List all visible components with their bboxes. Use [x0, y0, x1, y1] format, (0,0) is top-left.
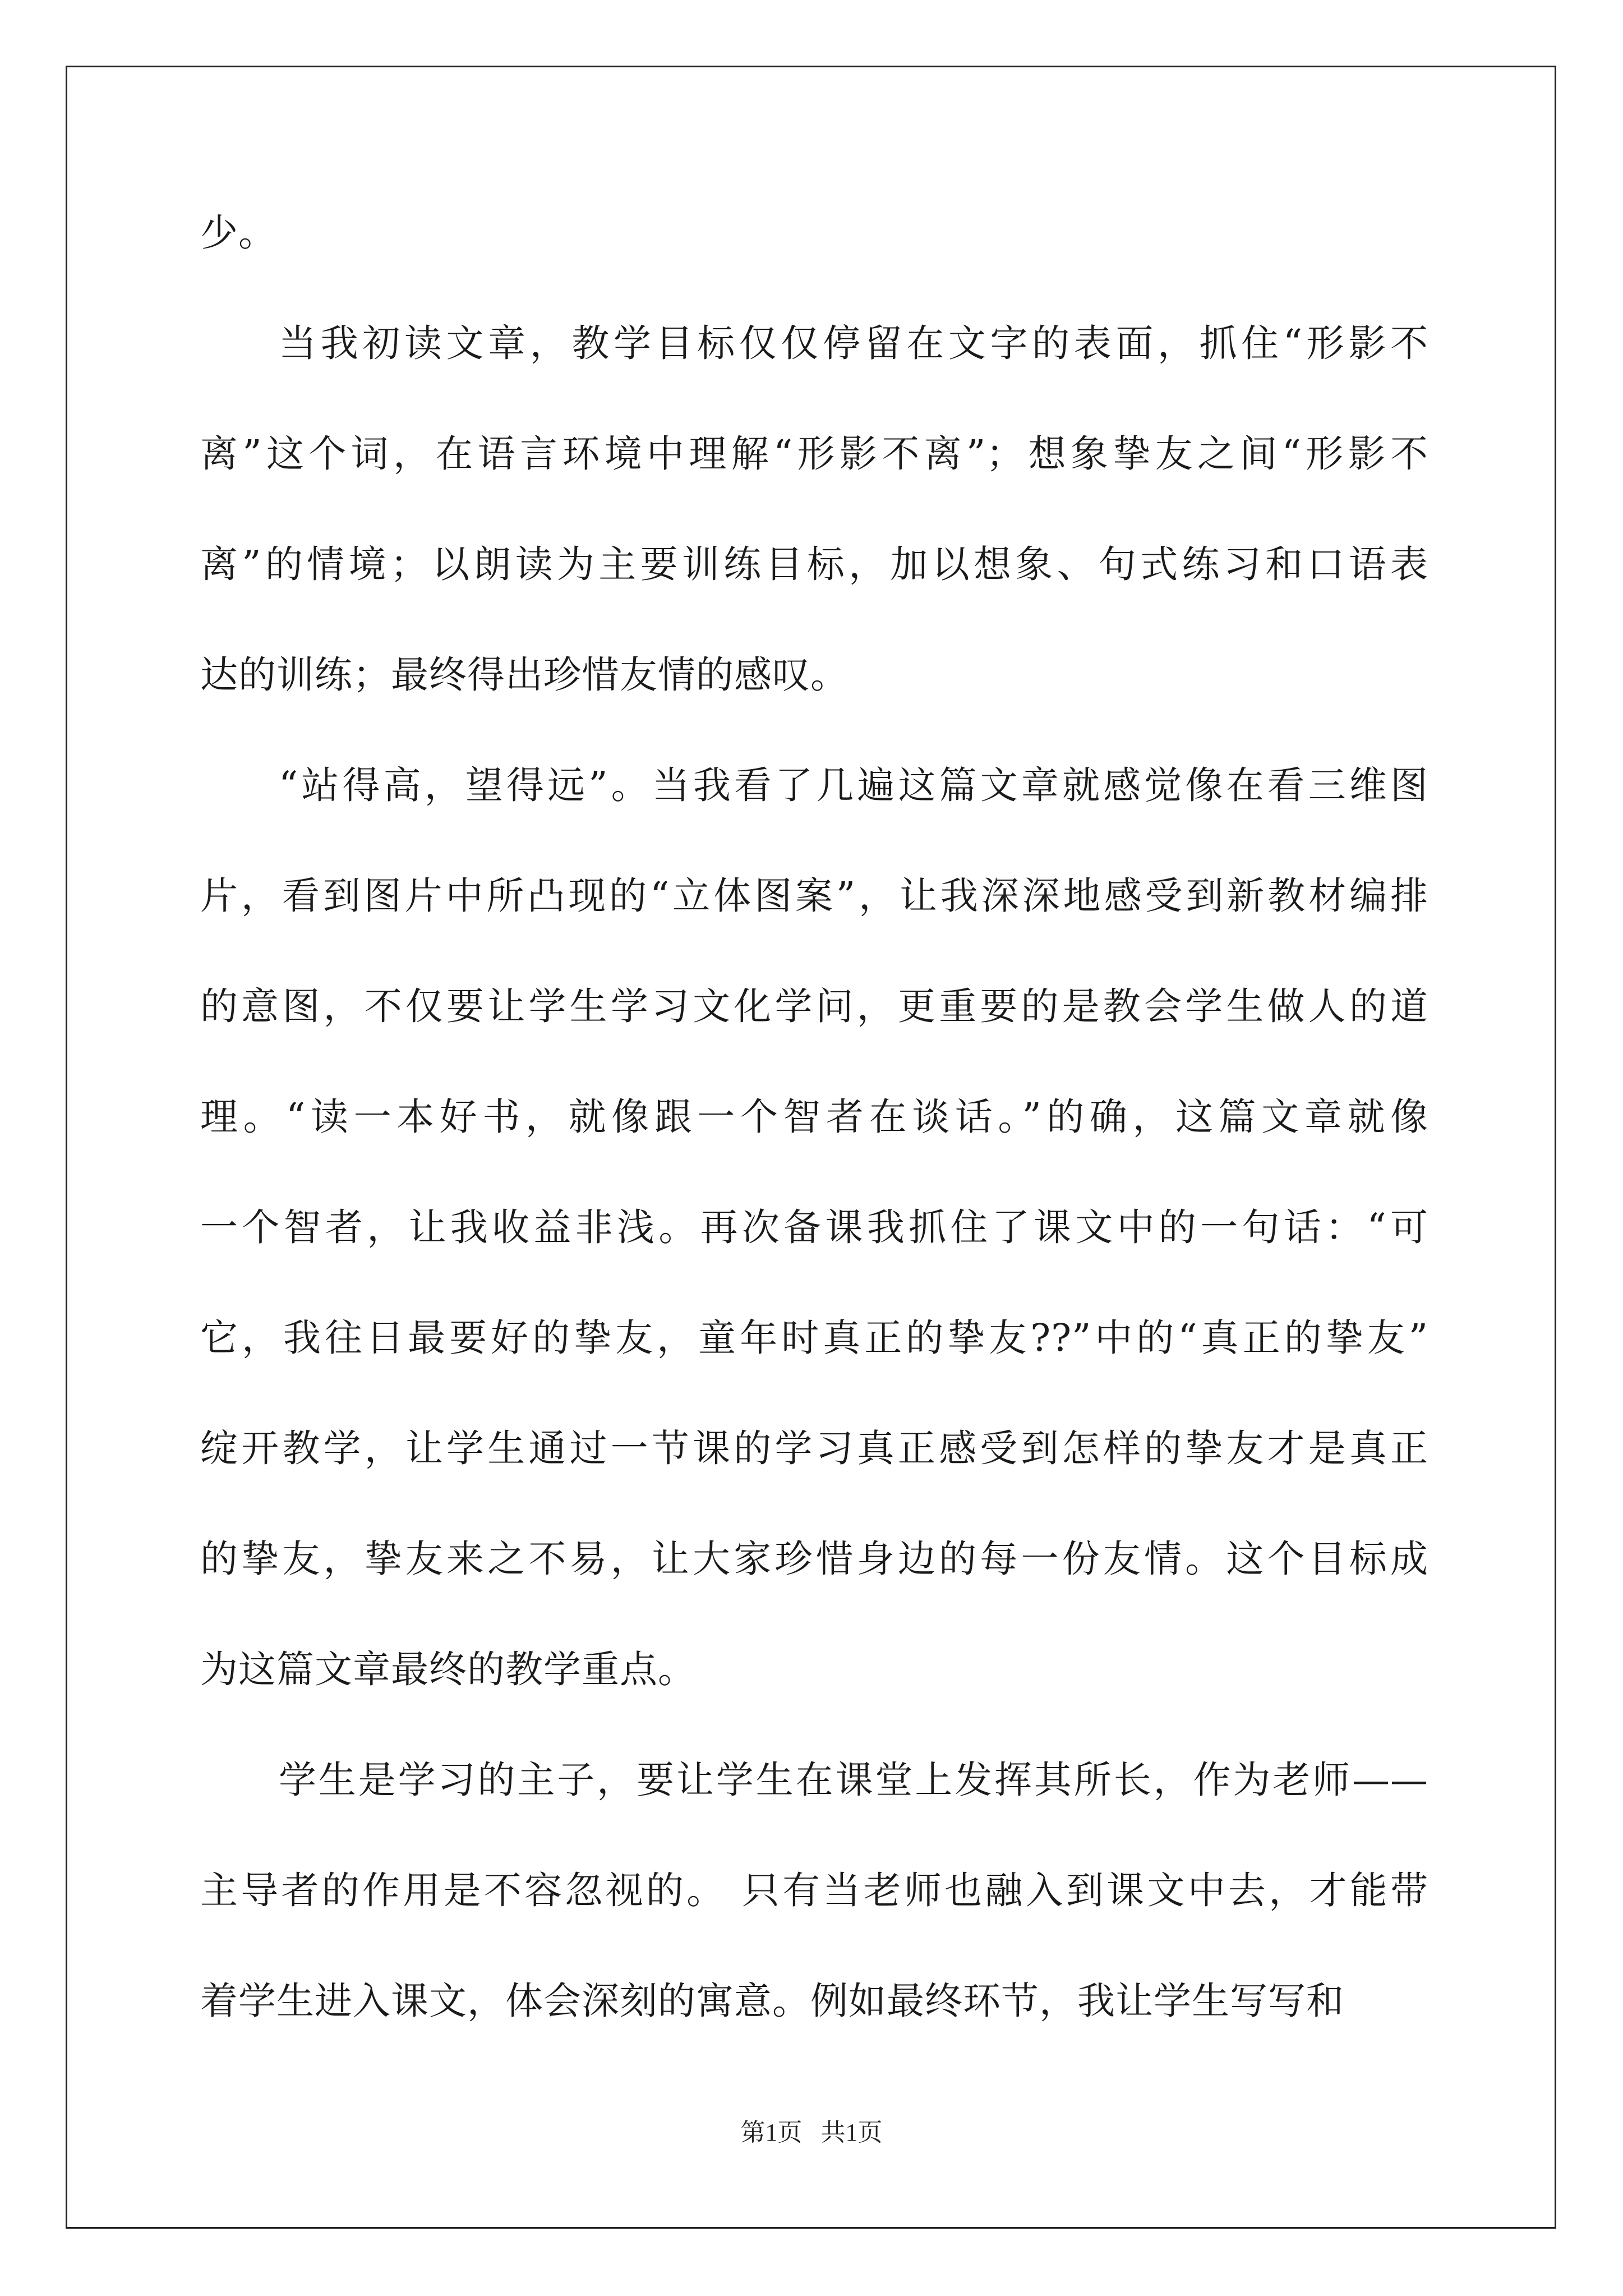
paragraph-line: 主导者的作用是不容忽视的。 只有当老师也融入到课文中去，才能带 — [200, 1869, 1428, 1912]
paragraph-first-line: 学生是学习的主子，要让学生在课堂上发挥其所长，作为老师—— — [279, 1758, 1428, 1802]
paragraph-line: 达的训练；最终得出珍惜友情的感叹。 — [200, 653, 849, 697]
paragraph-line: 绽开教学，让学生通过一节课的学习真正感受到怎样的挚友才是真正 — [200, 1427, 1428, 1470]
paragraph-line: 的挚友，挚友来之不易，让大家珍惜身边的每一份友情。这个目标成 — [200, 1537, 1428, 1581]
paragraph-first-line: 少。 — [200, 211, 276, 255]
paragraph-first-line: “站得高，望得远”。当我看了几遍这篇文章就感觉像在看三维图 — [279, 763, 1428, 807]
page-footer — [0, 2112, 1623, 2148]
paragraph-line: 片，看到图片中所凸现的“立体图案”，让我深深地感受到新教材编排 — [200, 874, 1428, 918]
paragraph-line: 一个智者，让我收益非浅。再次备课我抓住了课文中的一句话：“可 — [200, 1205, 1428, 1249]
paragraph-first-line: 当我初读文章，教学目标仅仅停留在文字的表面，抓住“形影不 — [279, 321, 1428, 365]
paragraph-line: 为这篇文章最终的教学重点。 — [200, 1648, 696, 1691]
paragraph-line: 离”的情境；以朗读为主要训练目标，加以想象、句式练习和口语表 — [200, 542, 1428, 586]
page-number: 第1页 — [740, 2119, 803, 2146]
document-body — [200, 199, 1428, 2078]
paragraph-line: 着学生进入课文，体会深刻的寓意。例如最终环节，我让学生写写和 — [200, 1979, 1344, 2023]
paragraph-line: 它，我往日最要好的挚友，童年时真正的挚友??”中的“真正的挚友” — [200, 1316, 1428, 1360]
paragraph-line: 离”这个词，在语言环境中理解“形影不离”；想象挚友之间“形影不 — [200, 432, 1428, 476]
paragraph-line: 的意图，不仅要让学生学习文化学问，更重要的是教会学生做人的道 — [200, 984, 1428, 1028]
paragraph-line: 理。“读一本好书，就像跟一个智者在谈话。”的确，这篇文章就像 — [200, 1095, 1428, 1139]
page-total: 共1页 — [820, 2119, 883, 2146]
